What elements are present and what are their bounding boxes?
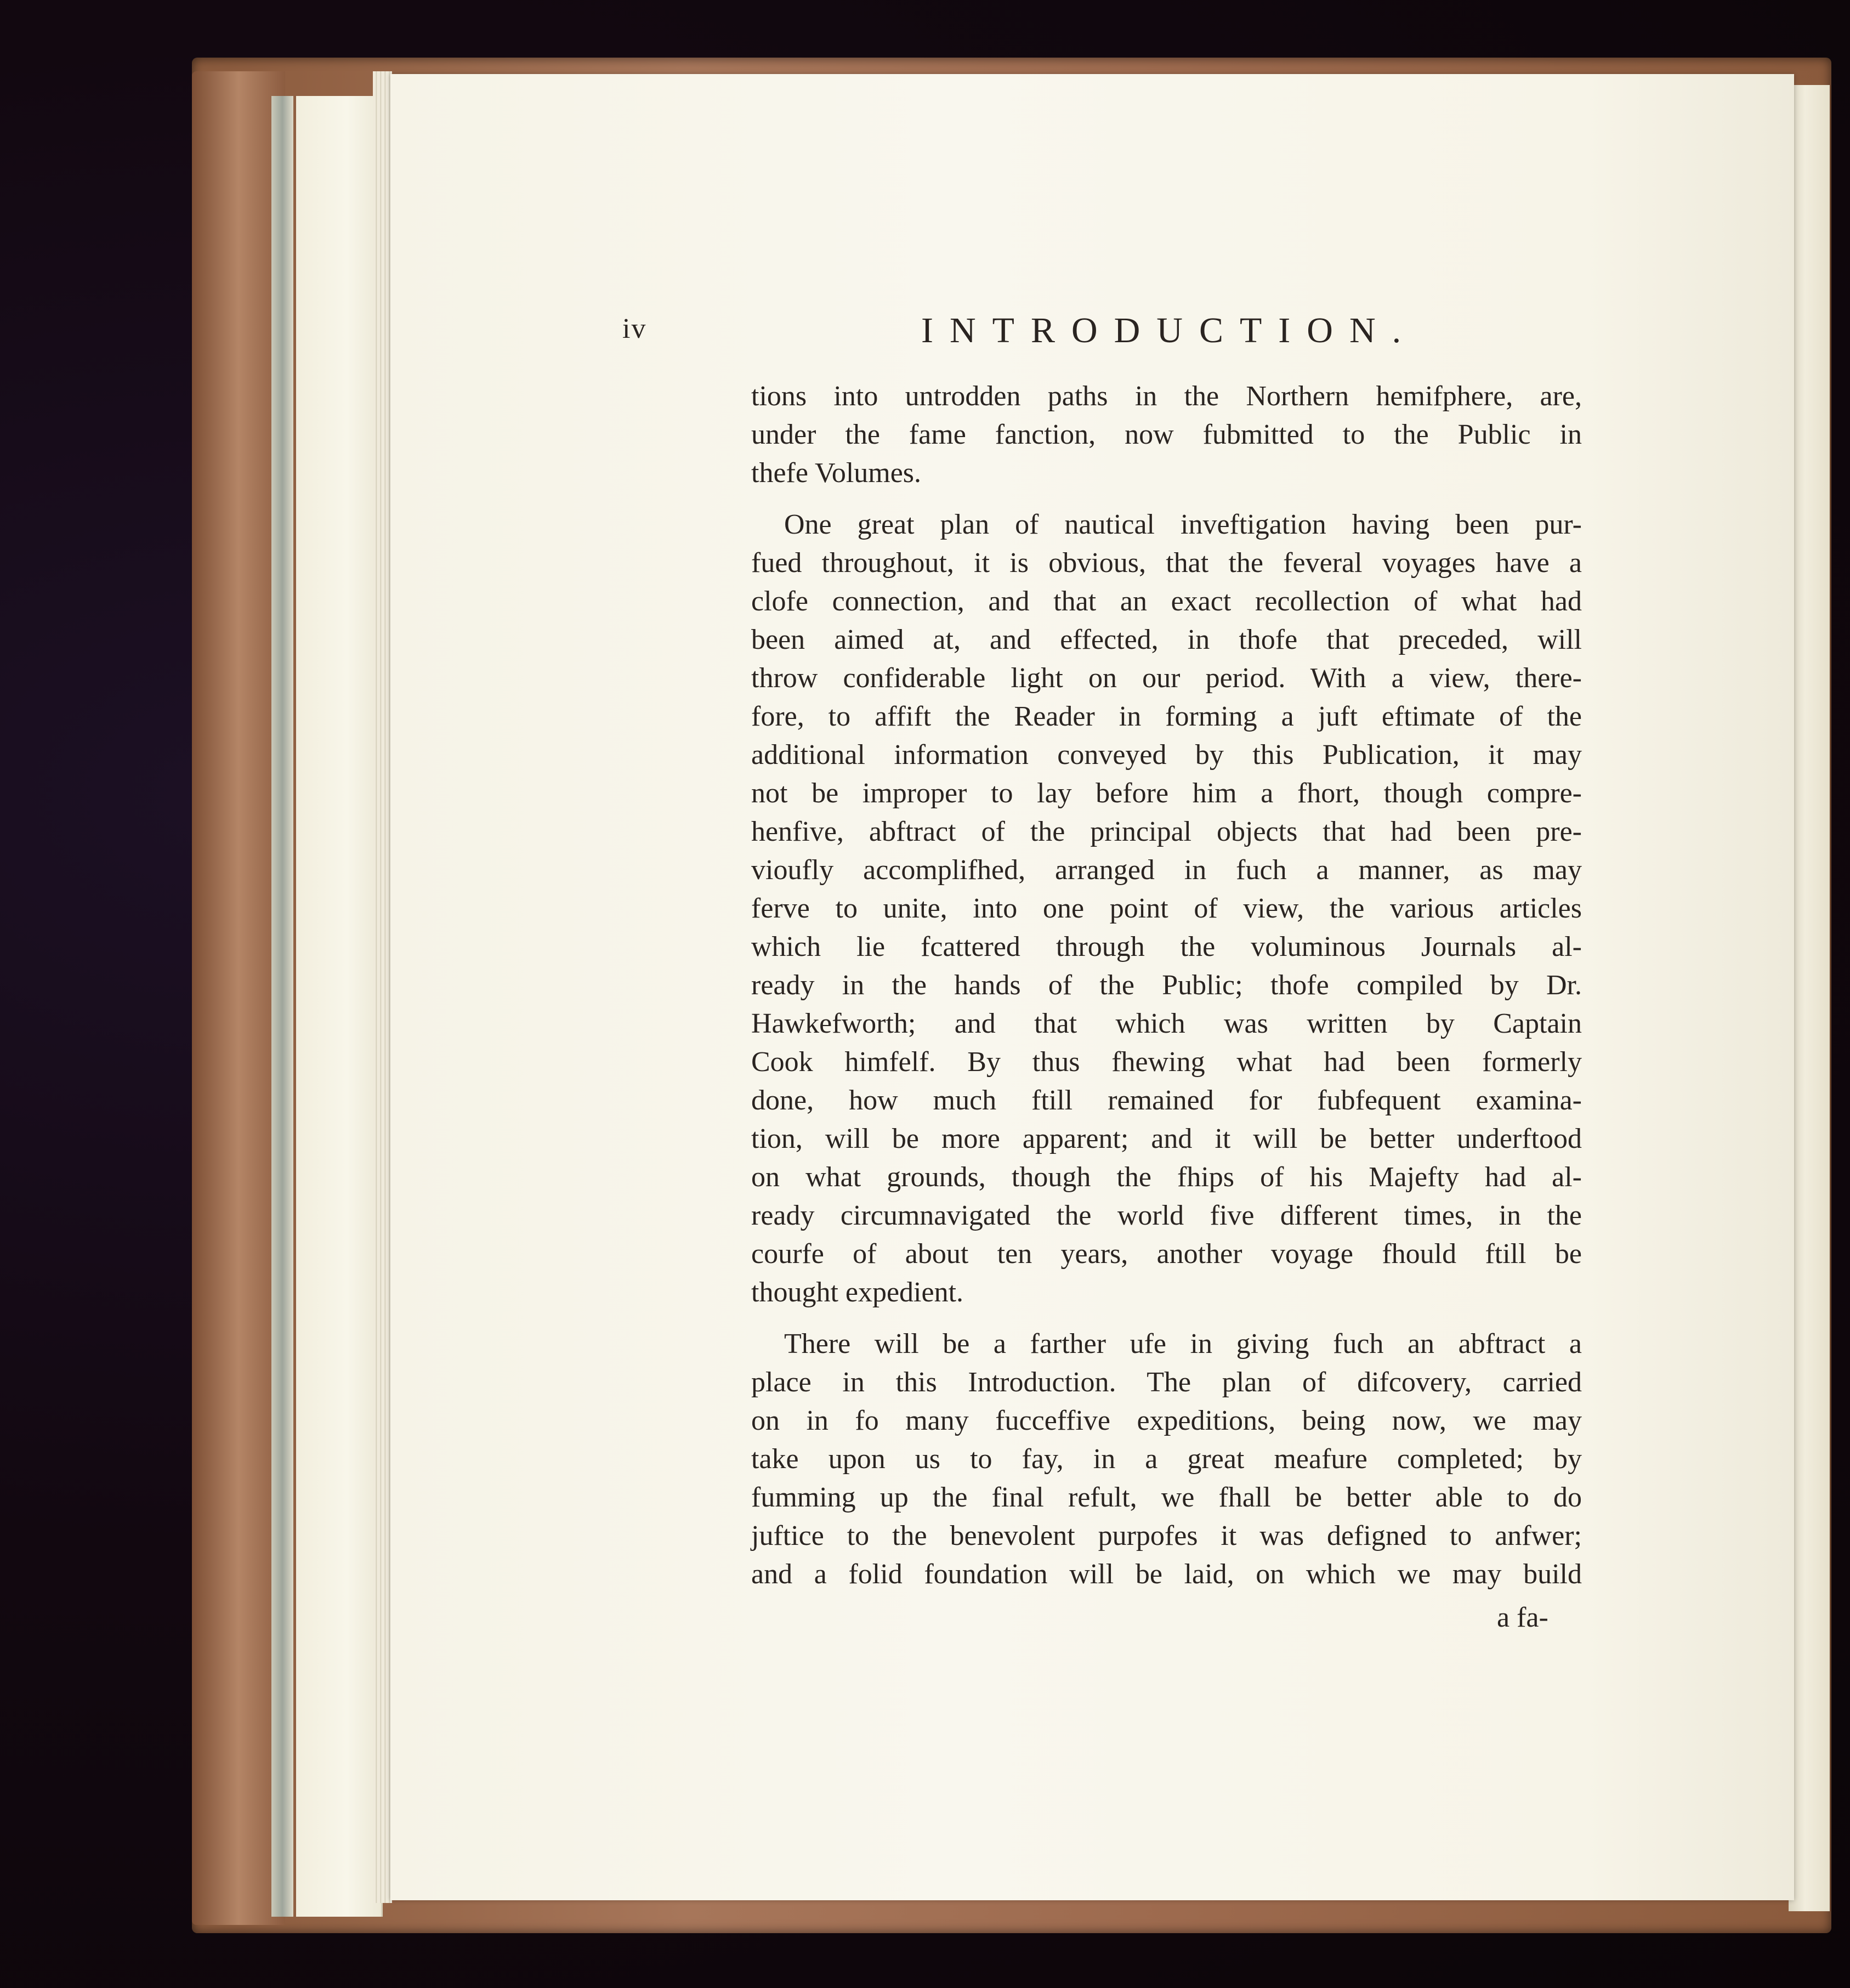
text-line: courfe of about ten years, another voyage fhould ftill be	[751, 1238, 1582, 1270]
text-line: throw confiderable light on our period. With a view, there-	[751, 662, 1582, 694]
catchword: a fa-	[1497, 1602, 1548, 1633]
text-line: on in fo many fucceffive expeditions, being now, we may	[751, 1405, 1582, 1436]
running-head: INTRODUCTION.	[921, 310, 1418, 350]
flyleaf	[296, 96, 383, 1917]
text-line: tions into untrodden paths in the Northern hemifphere, are,	[751, 381, 1582, 412]
text-line: additional information conveyed by this Publication, it may	[751, 739, 1582, 771]
text-line: ferve to unite, into one point of view, the various articles	[751, 893, 1582, 924]
page-edges	[373, 71, 392, 1903]
text-line: thought expedient.	[751, 1277, 964, 1308]
text-line: on what grounds, though the fhips of his Majefty had al-	[751, 1162, 1582, 1193]
text-line: place in this Introduction. The plan of difcovery, carried	[751, 1367, 1582, 1398]
text-line: Cook himfelf. By thus fhewing what had been formerly	[751, 1046, 1582, 1078]
text-line: fumming up the final refult, we fhall be better able to do	[751, 1482, 1582, 1513]
text-line: not be improper to lay before him a fhort, though compre-	[751, 778, 1582, 809]
text-line: under the fame fanction, now fubmitted to the Public in	[751, 419, 1582, 450]
text-line: fued throughout, it is obvious, that the feveral voyages have a	[751, 547, 1582, 579]
text-line: clofe connection, and that an exact recollection of what had	[751, 586, 1582, 617]
text-line: Hawkefworth; and that which was written by Captain	[751, 1008, 1582, 1039]
text-line: ready in the hands of the Public; thofe compiled by Dr.	[751, 970, 1582, 1001]
text-line: done, how much ftill remained for fubfequent examina-	[751, 1085, 1582, 1116]
text-line: juftice to the benevolent purpofes it was defigned to anfwer;	[751, 1520, 1582, 1551]
text-line: henfive, abftract of the principal objects that had been pre-	[751, 816, 1582, 847]
text-line: There will be a farther ufe in giving fuch an abftract a	[784, 1328, 1582, 1360]
text-line: tion, will be more apparent; and it will be better underftood	[751, 1123, 1582, 1154]
board-hinge	[271, 96, 293, 1917]
text-line: ready circumnavigated the world five different times, in the	[751, 1200, 1582, 1231]
text-line: fore, to affift the Reader in forming a juft eftimate of the	[751, 701, 1582, 732]
text-line: take upon us to fay, in a great meafure completed; by	[751, 1443, 1582, 1475]
text-line: and a folid foundation will be laid, on which we may build	[751, 1559, 1582, 1590]
text-line: which lie fcattered through the voluminous Journals al-	[751, 931, 1582, 962]
page-gutter	[1789, 85, 1830, 1911]
text-line: One great plan of nautical inveftigation having been pur-	[784, 509, 1582, 540]
text-line: been aimed at, and effected, in thofe that preceded, will	[751, 624, 1582, 655]
paragraph-2	[751, 506, 1582, 1312]
page-number: iv	[622, 313, 647, 344]
text-line: thefe Volumes.	[751, 457, 922, 489]
paragraph-1	[751, 377, 1582, 492]
paragraph-3	[751, 1325, 1582, 1594]
text-block	[751, 377, 1582, 1607]
text-line: vioufly accomplifhed, arranged in fuch a manner, as may	[751, 854, 1582, 886]
